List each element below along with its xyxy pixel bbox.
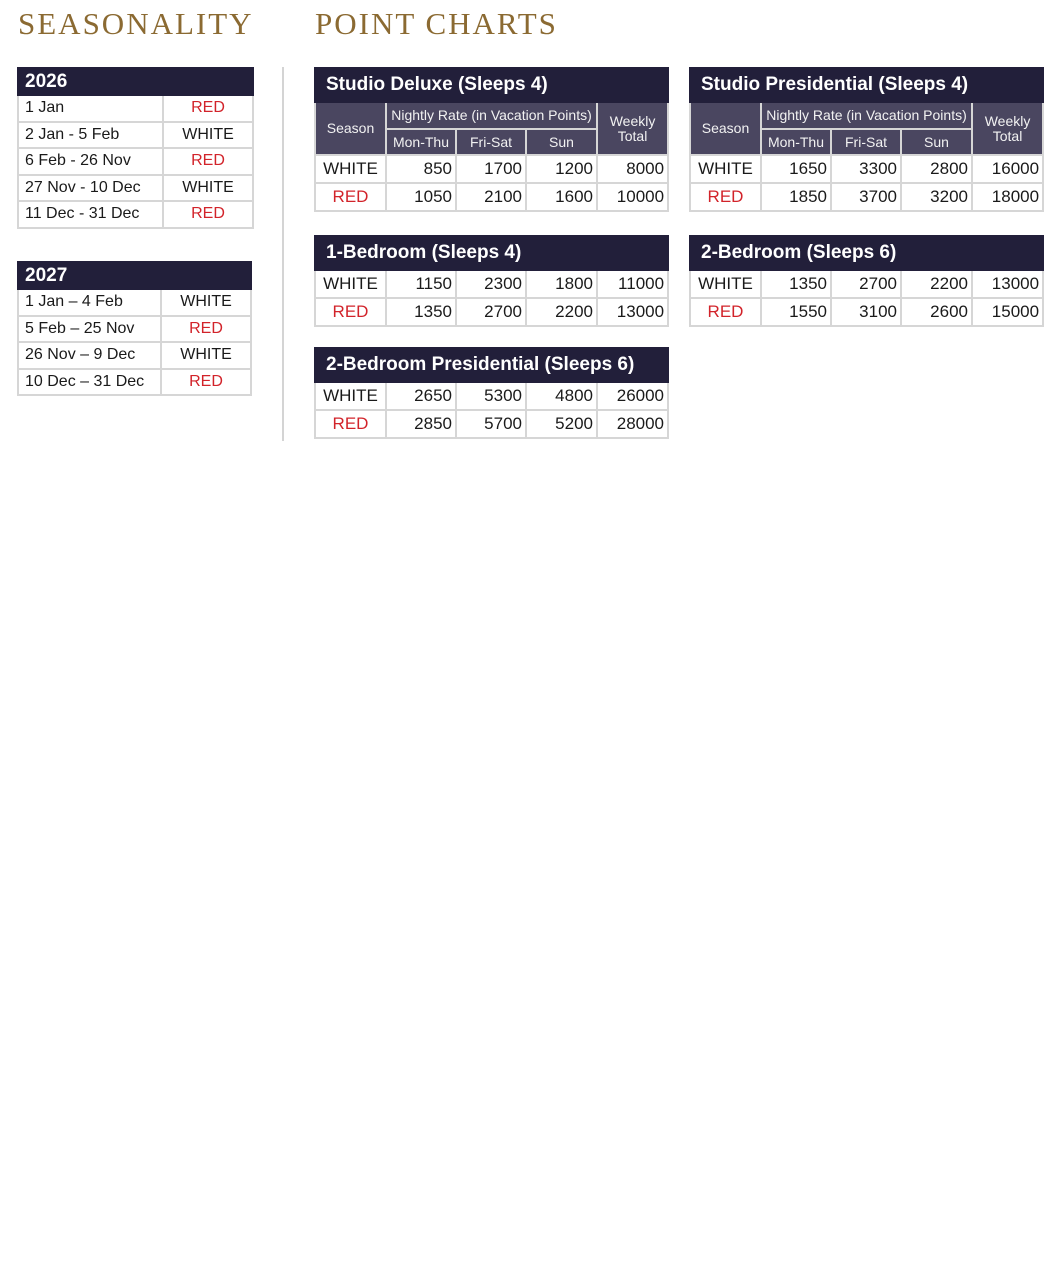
sun-value: 1200 <box>526 155 597 183</box>
season-label: WHITE <box>690 270 761 298</box>
mon-thu-value: 1050 <box>386 183 456 211</box>
mon-thu-value: 1650 <box>761 155 831 183</box>
season-label: RED <box>690 298 761 326</box>
table-row <box>18 316 251 343</box>
table-row <box>18 122 253 149</box>
table-row <box>690 298 1043 326</box>
season-table-2027 <box>17 261 252 396</box>
sun-header: Sun <box>526 129 597 155</box>
weekly-total-value: 18000 <box>972 183 1043 211</box>
weekly-total-value: 28000 <box>597 410 668 438</box>
season-label: WHITE <box>315 382 386 410</box>
table-row <box>18 175 253 202</box>
season-range: 10 Dec – 31 Dec <box>18 369 161 396</box>
mon-thu-value: 1150 <box>386 270 456 298</box>
unit-title: 2-Bedroom Presidential (Sleeps 6) <box>315 348 668 382</box>
unit-title: Studio Presidential (Sleeps 4) <box>690 68 1043 102</box>
table-row <box>690 155 1043 183</box>
season-header: Season <box>315 102 386 155</box>
season-year: 2027 <box>18 262 251 289</box>
mon-thu-value: 1350 <box>761 270 831 298</box>
point-chart-1-bedroom <box>314 235 669 327</box>
point-chart-2-bedroom-presidential <box>314 347 669 439</box>
weekly-total-header: Weekly Total <box>972 102 1043 155</box>
fri-sat-value: 3300 <box>831 155 901 183</box>
season-label: RED <box>163 95 253 122</box>
table-row <box>315 183 668 211</box>
season-label: WHITE <box>315 155 386 183</box>
nightly-rate-header: Nightly Rate (in Vacation Points) <box>761 102 972 129</box>
fri-sat-value: 5300 <box>456 382 526 410</box>
table-row <box>315 382 668 410</box>
season-range: 2 Jan - 5 Feb <box>18 122 163 149</box>
point-chart-studio-presidential <box>689 67 1044 212</box>
fri-sat-value: 3100 <box>831 298 901 326</box>
mon-thu-value: 2850 <box>386 410 456 438</box>
sun-value: 1600 <box>526 183 597 211</box>
season-range: 5 Feb – 25 Nov <box>18 316 161 343</box>
weekly-total-value: 13000 <box>597 298 668 326</box>
season-range: 26 Nov – 9 Dec <box>18 342 161 369</box>
unit-title: 2-Bedroom (Sleeps 6) <box>690 236 1043 270</box>
season-label: RED <box>690 183 761 211</box>
weekly-total-value: 11000 <box>597 270 668 298</box>
fri-sat-value: 2300 <box>456 270 526 298</box>
weekly-total-value: 8000 <box>597 155 668 183</box>
season-label: RED <box>315 410 386 438</box>
seasonality-heading: SEASONALITY <box>18 6 254 41</box>
mon-thu-value: 1850 <box>761 183 831 211</box>
sun-value: 4800 <box>526 382 597 410</box>
season-range: 27 Nov - 10 Dec <box>18 175 163 202</box>
season-range: 1 Jan – 4 Feb <box>18 289 161 316</box>
sun-value: 2200 <box>526 298 597 326</box>
mon-thu-value: 850 <box>386 155 456 183</box>
fri-sat-value: 2100 <box>456 183 526 211</box>
season-label: RED <box>315 298 386 326</box>
season-range: 11 Dec - 31 Dec <box>18 201 163 228</box>
season-label: RED <box>161 316 251 343</box>
fri-sat-header: Fri-Sat <box>456 129 526 155</box>
season-range: 1 Jan <box>18 95 163 122</box>
sun-value: 2600 <box>901 298 972 326</box>
table-row <box>690 183 1043 211</box>
season-range: 6 Feb - 26 Nov <box>18 148 163 175</box>
fri-sat-value: 1700 <box>456 155 526 183</box>
table-row <box>18 369 251 396</box>
fri-sat-value: 5700 <box>456 410 526 438</box>
weekly-total-value: 15000 <box>972 298 1043 326</box>
point-chart-studio-deluxe <box>314 67 669 212</box>
table-row <box>18 95 253 122</box>
table-row <box>18 201 253 228</box>
unit-title: Studio Deluxe (Sleeps 4) <box>315 68 668 102</box>
season-label: RED <box>163 201 253 228</box>
sun-value: 5200 <box>526 410 597 438</box>
table-row <box>315 298 668 326</box>
season-label: RED <box>315 183 386 211</box>
table-row <box>18 289 251 316</box>
season-table-2026 <box>17 67 254 229</box>
fri-sat-header: Fri-Sat <box>831 129 901 155</box>
sun-value: 2200 <box>901 270 972 298</box>
weekly-total-value: 13000 <box>972 270 1043 298</box>
column-divider <box>282 67 284 441</box>
fri-sat-value: 2700 <box>456 298 526 326</box>
table-row <box>18 342 251 369</box>
sun-value: 2800 <box>901 155 972 183</box>
season-year: 2026 <box>18 68 253 95</box>
season-label: WHITE <box>163 122 253 149</box>
fri-sat-value: 2700 <box>831 270 901 298</box>
point-chart-2-bedroom <box>689 235 1044 327</box>
mon-thu-header: Mon-Thu <box>386 129 456 155</box>
fri-sat-value: 3700 <box>831 183 901 211</box>
season-label: WHITE <box>163 175 253 202</box>
mon-thu-header: Mon-Thu <box>761 129 831 155</box>
table-row <box>315 410 668 438</box>
sun-value: 1800 <box>526 270 597 298</box>
sun-header: Sun <box>901 129 972 155</box>
table-row <box>315 270 668 298</box>
mon-thu-value: 1550 <box>761 298 831 326</box>
season-label: RED <box>161 369 251 396</box>
mon-thu-value: 2650 <box>386 382 456 410</box>
season-label: RED <box>163 148 253 175</box>
sun-value: 3200 <box>901 183 972 211</box>
weekly-total-value: 26000 <box>597 382 668 410</box>
season-label: WHITE <box>161 289 251 316</box>
season-label: WHITE <box>315 270 386 298</box>
season-header: Season <box>690 102 761 155</box>
weekly-total-value: 10000 <box>597 183 668 211</box>
season-label: WHITE <box>690 155 761 183</box>
mon-thu-value: 1350 <box>386 298 456 326</box>
unit-title: 1-Bedroom (Sleeps 4) <box>315 236 668 270</box>
nightly-rate-header: Nightly Rate (in Vacation Points) <box>386 102 597 129</box>
table-row <box>690 270 1043 298</box>
weekly-total-header: Weekly Total <box>597 102 668 155</box>
weekly-total-value: 16000 <box>972 155 1043 183</box>
season-label: WHITE <box>161 342 251 369</box>
table-row <box>18 148 253 175</box>
point-charts-heading: POINT CHARTS <box>315 6 558 41</box>
table-row <box>315 155 668 183</box>
